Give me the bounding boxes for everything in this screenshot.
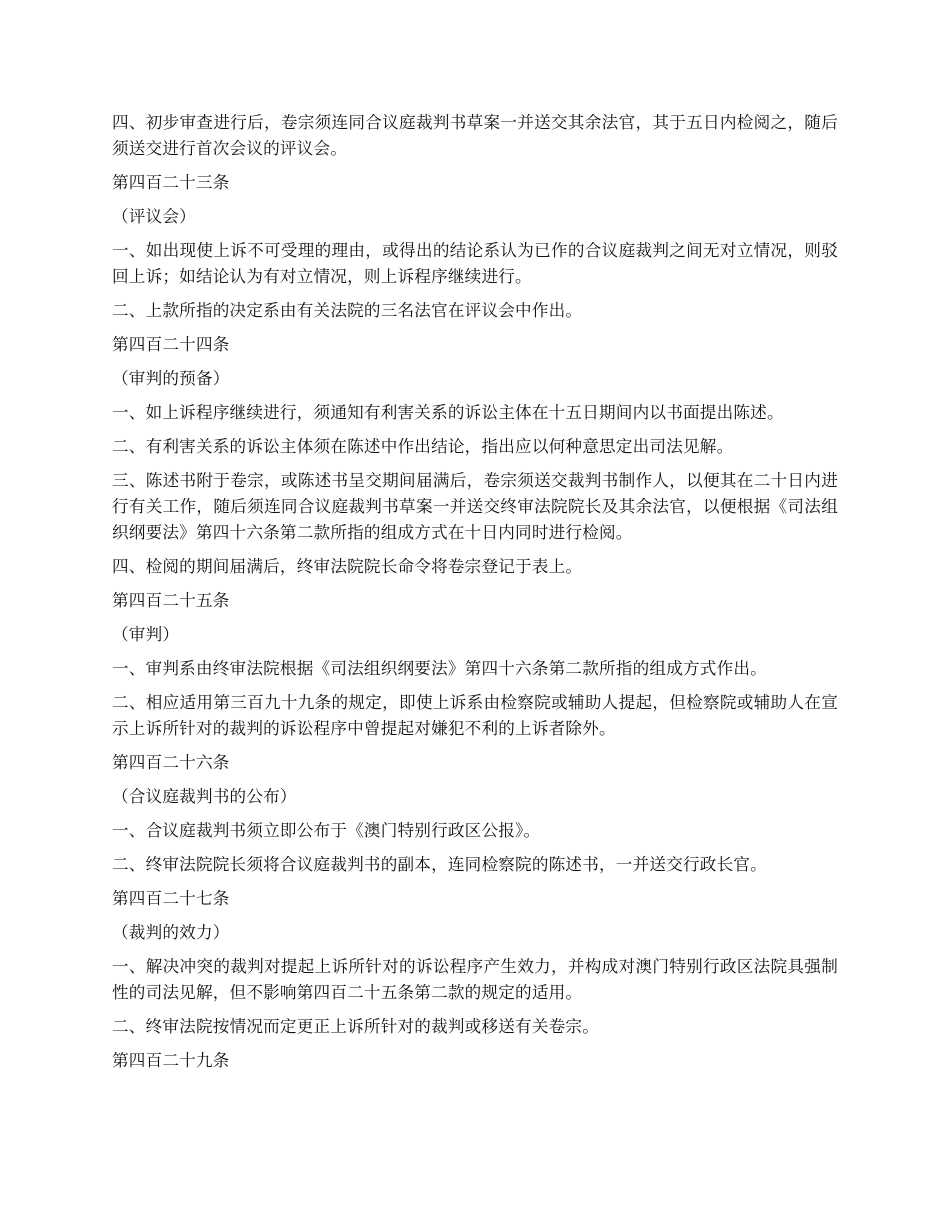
article-heading: 第四百二十三条 [112,173,230,192]
article-caption: （审判的预备） [112,369,230,388]
article-caption: （审判） [112,625,180,644]
paragraph: 一、合议庭裁判书须立即公布于《澳门特别行政区公报》。 [112,821,541,840]
paragraph: 四、初步审查进行后，卷宗须连同合议庭裁判书草案一并送交其余法官，其于五日内检阅之，随后须送交进行首次会议的评议会。 [112,113,838,158]
article-caption: （评议会） [112,207,196,226]
article-caption: （裁判的效力） [112,923,230,942]
article-caption: （合议庭裁判书的公布） [112,787,297,806]
paragraph: 一、如上诉程序继续进行，须通知有利害关系的诉讼主体在十五日期间内以书面提出陈述。 [112,403,784,422]
paragraph: 二、相应适用第三百九十九条的规定，即使上诉系由检察院或辅助人提起，但检察院或辅助人在宣示上诉所针对的裁判的诉讼程序中曾提起对嫌犯不利的上诉者除外。 [112,693,838,738]
article-heading: 第四百二十四条 [112,335,230,354]
paragraph: 三、陈述书附于卷宗，或陈述书呈交期间届满后，卷宗须送交裁判书制作人，以便其在二十日内进行有关工作，随后须连同合议庭裁判书草案一并送交终审法院院长及其余法官，以便根据《司法组织纲要法》第四十六条第二款所指的组成方式在十日内同时进行检阅。 [112,471,838,542]
article-heading: 第四百二十九条 [112,1051,230,1070]
paragraph: 一、审判系由终审法院根据《司法组织纲要法》第四十六条第二款所指的组成方式作出。 [112,659,767,678]
article-heading: 第四百二十五条 [112,591,230,610]
paragraph: 二、上款所指的决定系由有关法院的三名法官在评议会中作出。 [112,301,583,320]
paragraph: 一、解决冲突的裁判对提起上诉所针对的诉讼程序产生效力，并构成对澳门特别行政区法院具强制性的司法见解，但不影响第四百二十五条第二款的规定的适用。 [112,957,838,1002]
paragraph: 一、如出现使上诉不可受理的理由，或得出的结论系认为已作的合议庭裁判之间无对立情况，则驳回上诉；如结论认为有对立情况，则上诉程序继续进行。 [112,241,838,286]
paragraph: 四、检阅的期间届满后，终审法院院长命令将卷宗登记于表上。 [112,557,583,576]
paragraph: 二、终审法院院长须将合议庭裁判书的副本，连同检察院的陈述书，一并送交行政长官。 [112,855,767,874]
paragraph: 二、有利害关系的诉讼主体须在陈述中作出结论，指出应以何种意思定出司法见解。 [112,437,734,456]
article-heading: 第四百二十六条 [112,753,230,772]
article-heading: 第四百二十七条 [112,889,230,908]
paragraph: 二、终审法院按情况而定更正上诉所针对的裁判或移送有关卷宗。 [112,1017,600,1036]
